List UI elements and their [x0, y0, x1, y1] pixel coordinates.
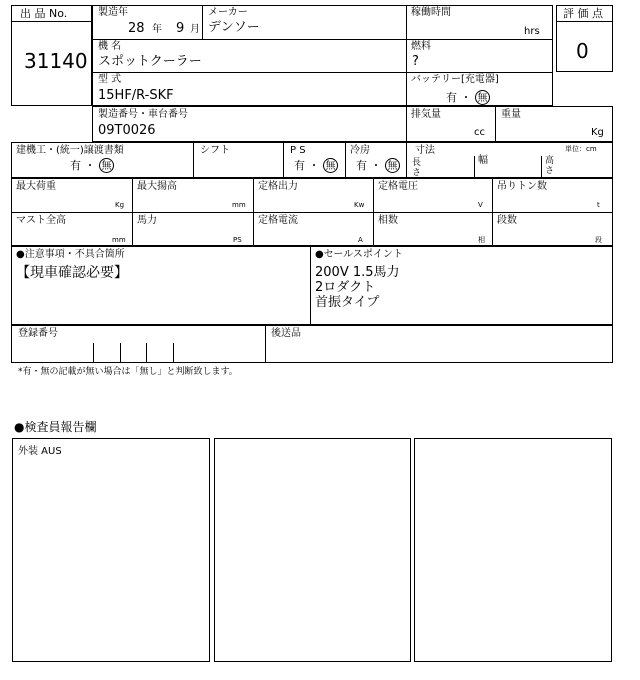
transfer-choice: [70, 158, 114, 174]
cool-choice: [356, 158, 400, 174]
model-value: スポットクーラー: [98, 54, 202, 69]
choice-yes: 有: [446, 91, 457, 104]
max-lift-unit: mm: [232, 201, 246, 209]
choice-yes: 有: [356, 159, 367, 172]
choice-yes: 有: [294, 159, 305, 172]
height-label: 高 さ: [545, 156, 555, 176]
mast-unit: mm: [112, 236, 126, 244]
hours-label: 稼働時間: [411, 7, 451, 18]
ps-choice: [294, 158, 338, 174]
fuel-label: 燃料: [411, 41, 431, 52]
hp-label: 馬力: [137, 215, 157, 226]
caution-label: ●注意事項・不具合箇所: [16, 249, 125, 260]
choice-no-circled: 無: [385, 158, 400, 173]
score-value: 0: [576, 39, 589, 63]
rated-voltage-unit: V: [478, 201, 483, 209]
maker-value: デンソー: [208, 20, 260, 35]
mast-label: マスト全高: [16, 215, 66, 226]
year-unit: 年: [152, 24, 162, 35]
sales-label: ●セールスポイント: [315, 249, 403, 260]
displacement-label: 排気量: [411, 109, 441, 120]
serial-value: 09T0026: [98, 123, 156, 138]
phase-label: 相数: [378, 215, 398, 226]
rated-output-label: 定格出力: [258, 181, 298, 192]
width-label: 幅: [478, 155, 488, 166]
inspector-box-1-text: 外装 AUS: [18, 446, 62, 457]
max-lift-label: 最大揚高: [137, 181, 177, 192]
sales-line-3: 首振タイプ: [315, 295, 380, 310]
month-value: 9: [176, 21, 185, 36]
rated-current-label: 定格電流: [258, 215, 298, 226]
caution-value: 【現車確認必要】: [16, 265, 128, 281]
registration-row: [11, 325, 613, 363]
reg-label: 登録番号: [18, 328, 58, 339]
transfer-label: 建機工・(統一)譲渡書類: [16, 145, 124, 156]
year-label: 製造年: [98, 7, 128, 18]
max-load-label: 最大荷重: [16, 181, 56, 192]
ps-label: P S: [290, 145, 306, 156]
choice-no-circled: 無: [99, 158, 114, 173]
unit-cm: 単位：cm: [565, 145, 597, 153]
type-label: 型 式: [98, 74, 122, 85]
score-label: 評 価 点: [563, 7, 603, 20]
lot-label: 出 品 No.: [20, 7, 68, 20]
hoist-label: 吊りトン数: [497, 181, 547, 192]
fuel-value: ?: [412, 54, 419, 69]
month-unit: 月: [190, 24, 200, 35]
length-label: 長 さ: [412, 158, 422, 178]
shift-label: シフト: [200, 145, 230, 156]
weight-label: 重量: [501, 109, 521, 120]
phase-unit: 相: [478, 236, 485, 244]
rated-voltage-label: 定格電圧: [378, 181, 418, 192]
year-value: 28: [128, 21, 145, 36]
model-label: 機 名: [98, 41, 122, 52]
serial-label: 製造番号・車台番号: [98, 109, 188, 120]
dims-label: 寸法: [415, 145, 435, 156]
choice-no-circled: 無: [475, 90, 490, 105]
sales-line-1: 200V 1.5馬力: [315, 265, 400, 280]
hp-unit: PS: [233, 236, 242, 244]
maker-label: メーカー: [208, 7, 248, 18]
steps-unit: 段: [595, 236, 602, 244]
inspector-box-1: [12, 438, 210, 662]
inspector-title: ●検査員報告欄: [14, 420, 97, 434]
choice-dot: ・: [460, 91, 472, 104]
shipping-label: 後送品: [271, 328, 301, 339]
sales-line-2: 2ロダクト: [315, 280, 376, 295]
footnote: *有・無の記載が無い場合は「無し」と判断致します。: [18, 367, 238, 377]
type-value: 15HF/R-SKF: [98, 88, 174, 103]
choice-no-circled: 無: [323, 158, 338, 173]
rated-output-unit: Kw: [354, 201, 365, 209]
displacement-unit: cc: [474, 127, 485, 138]
hours-unit: hrs: [524, 26, 540, 37]
choice-dot: ・: [370, 159, 382, 172]
cool-label: 冷房: [350, 145, 370, 156]
choice-dot: ・: [308, 159, 320, 172]
steps-label: 段数: [497, 215, 517, 226]
battery-choice: [446, 90, 490, 106]
choice-dot: ・: [84, 159, 96, 172]
battery-label: バッテリー[充電器]: [411, 74, 499, 85]
lot-number: 31140: [24, 49, 88, 73]
inspector-box-2: [214, 438, 411, 662]
choice-yes: 有: [70, 159, 81, 172]
max-load-unit: Kg: [115, 201, 125, 209]
rated-current-unit: A: [358, 236, 363, 244]
hoist-unit: t: [597, 201, 600, 209]
inspector-box-3: [414, 438, 612, 662]
weight-unit: Kg: [591, 127, 604, 138]
